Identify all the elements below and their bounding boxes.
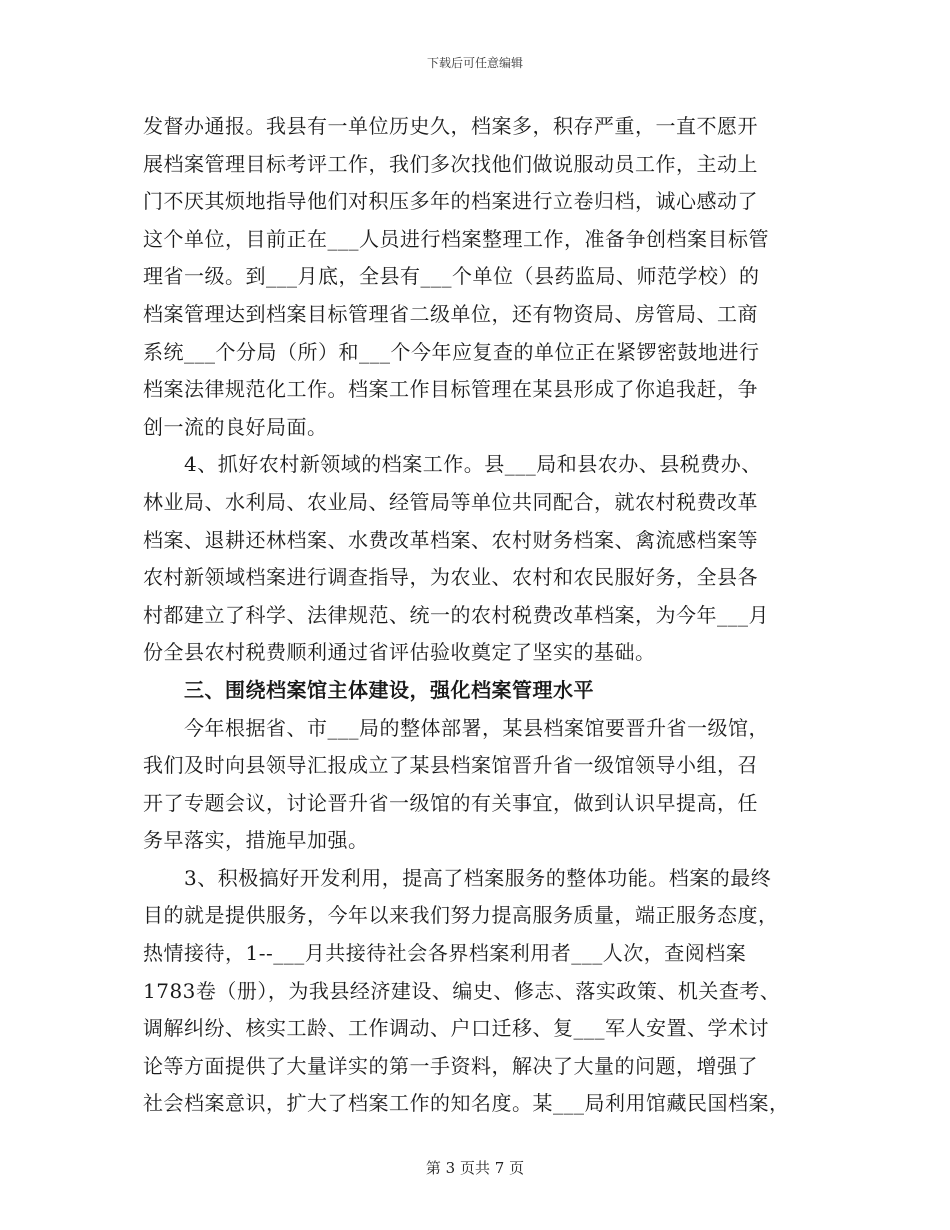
text-line: 我们及时向县领导汇报成立了某县档案馆晋升省一级馆领导小组，召 xyxy=(143,753,758,778)
text-line: 展档案管理目标考评工作，我们多次找他们做说服动员工作，主动上 xyxy=(143,151,758,176)
text-line: 创一流的良好局面。 xyxy=(143,414,328,439)
text-line: 今年根据省、市___局的整体部署，某县档案馆要晋升省一级馆， xyxy=(143,715,769,740)
text-line: 林业局、水利局、农业局、经管局等单位共同配合，就农村税费改革 xyxy=(143,489,758,514)
text-line: 社会档案意识，扩大了档案工作的知名度。某___局利用馆藏民国档案， xyxy=(143,1091,790,1116)
text-line: 4、抓好农村新领域的档案工作。县___局和县农办、县税费办、 xyxy=(143,452,762,477)
text-line: 开了专题会议，讨论晋升省一级馆的有关事宜，做到认识早提高，任 xyxy=(143,790,758,815)
text-line: 理省一级。到___月底，全县有___个单位（县药监局、师范学校）的 xyxy=(143,264,760,289)
section-heading: 三、围绕档案馆主体建设，强化档案管理水平 xyxy=(143,677,594,702)
text-line: 调解纠纷、核实工龄、工作调动、户口迁移、复___军人安置、学术讨 xyxy=(143,1016,769,1041)
text-line: 份全县农村税费顺利通过省评估验收奠定了坚实的基础。 xyxy=(143,640,656,665)
document-body xyxy=(143,108,811,1123)
text-line: 这个单位，目前正在___人员进行档案整理工作，准备争创档案目标管 xyxy=(143,226,769,251)
text-line: 论等方面提供了大量详实的第一手资料，解决了大量的问题，增强了 xyxy=(143,1053,758,1078)
text-line: 3、积极搞好开发利用，提高了档案服务的整体功能。档案的最终 xyxy=(143,865,772,890)
text-line: 档案、退耕还林档案、水费改革档案、农村财务档案、禽流感档案等 xyxy=(143,527,758,552)
text-line: 系统___个分局（所）和___个今年应复查的单位正在紧锣密鼓地进行 xyxy=(143,339,760,364)
page-footer: 第 3 页共 7 页 xyxy=(425,1159,525,1177)
page-header: 下载后可任意编辑 xyxy=(426,56,523,70)
text-line: 档案管理达到档案目标管理省二级单位，还有物资局、房管局、工商 xyxy=(143,301,758,326)
text-line: 档案法律规范化工作。档案工作目标管理在某县形成了你追我赶，争 xyxy=(143,377,758,402)
text-line: 目的就是提供服务，今年以来我们努力提高服务质量，端正服务态度， xyxy=(143,903,779,928)
text-line: 农村新领域档案进行调查指导，为农业、农村和农民服好务，全县各 xyxy=(143,565,758,590)
text-line: 发督办通报。我县有一单位历史久，档案多，积存严重，一直不愿开 xyxy=(143,114,758,138)
text-line: 热情接待，1--___月共接待社会各界档案利用者___人次，查阅档案 xyxy=(143,941,747,966)
text-line: 务早落实，措施早加强。 xyxy=(143,828,369,853)
text-line: 1783卷（册），为我县经济建设、编史、修志、落实政策、机关查考、 xyxy=(143,978,781,1003)
text-line: 村都建立了科学、法律规范、统一的农村税费改革档案，为今年___月 xyxy=(143,602,769,627)
text-line: 门不厌其烦地指导他们对积压多年的档案进行立卷归档，诚心感动了 xyxy=(143,189,758,214)
